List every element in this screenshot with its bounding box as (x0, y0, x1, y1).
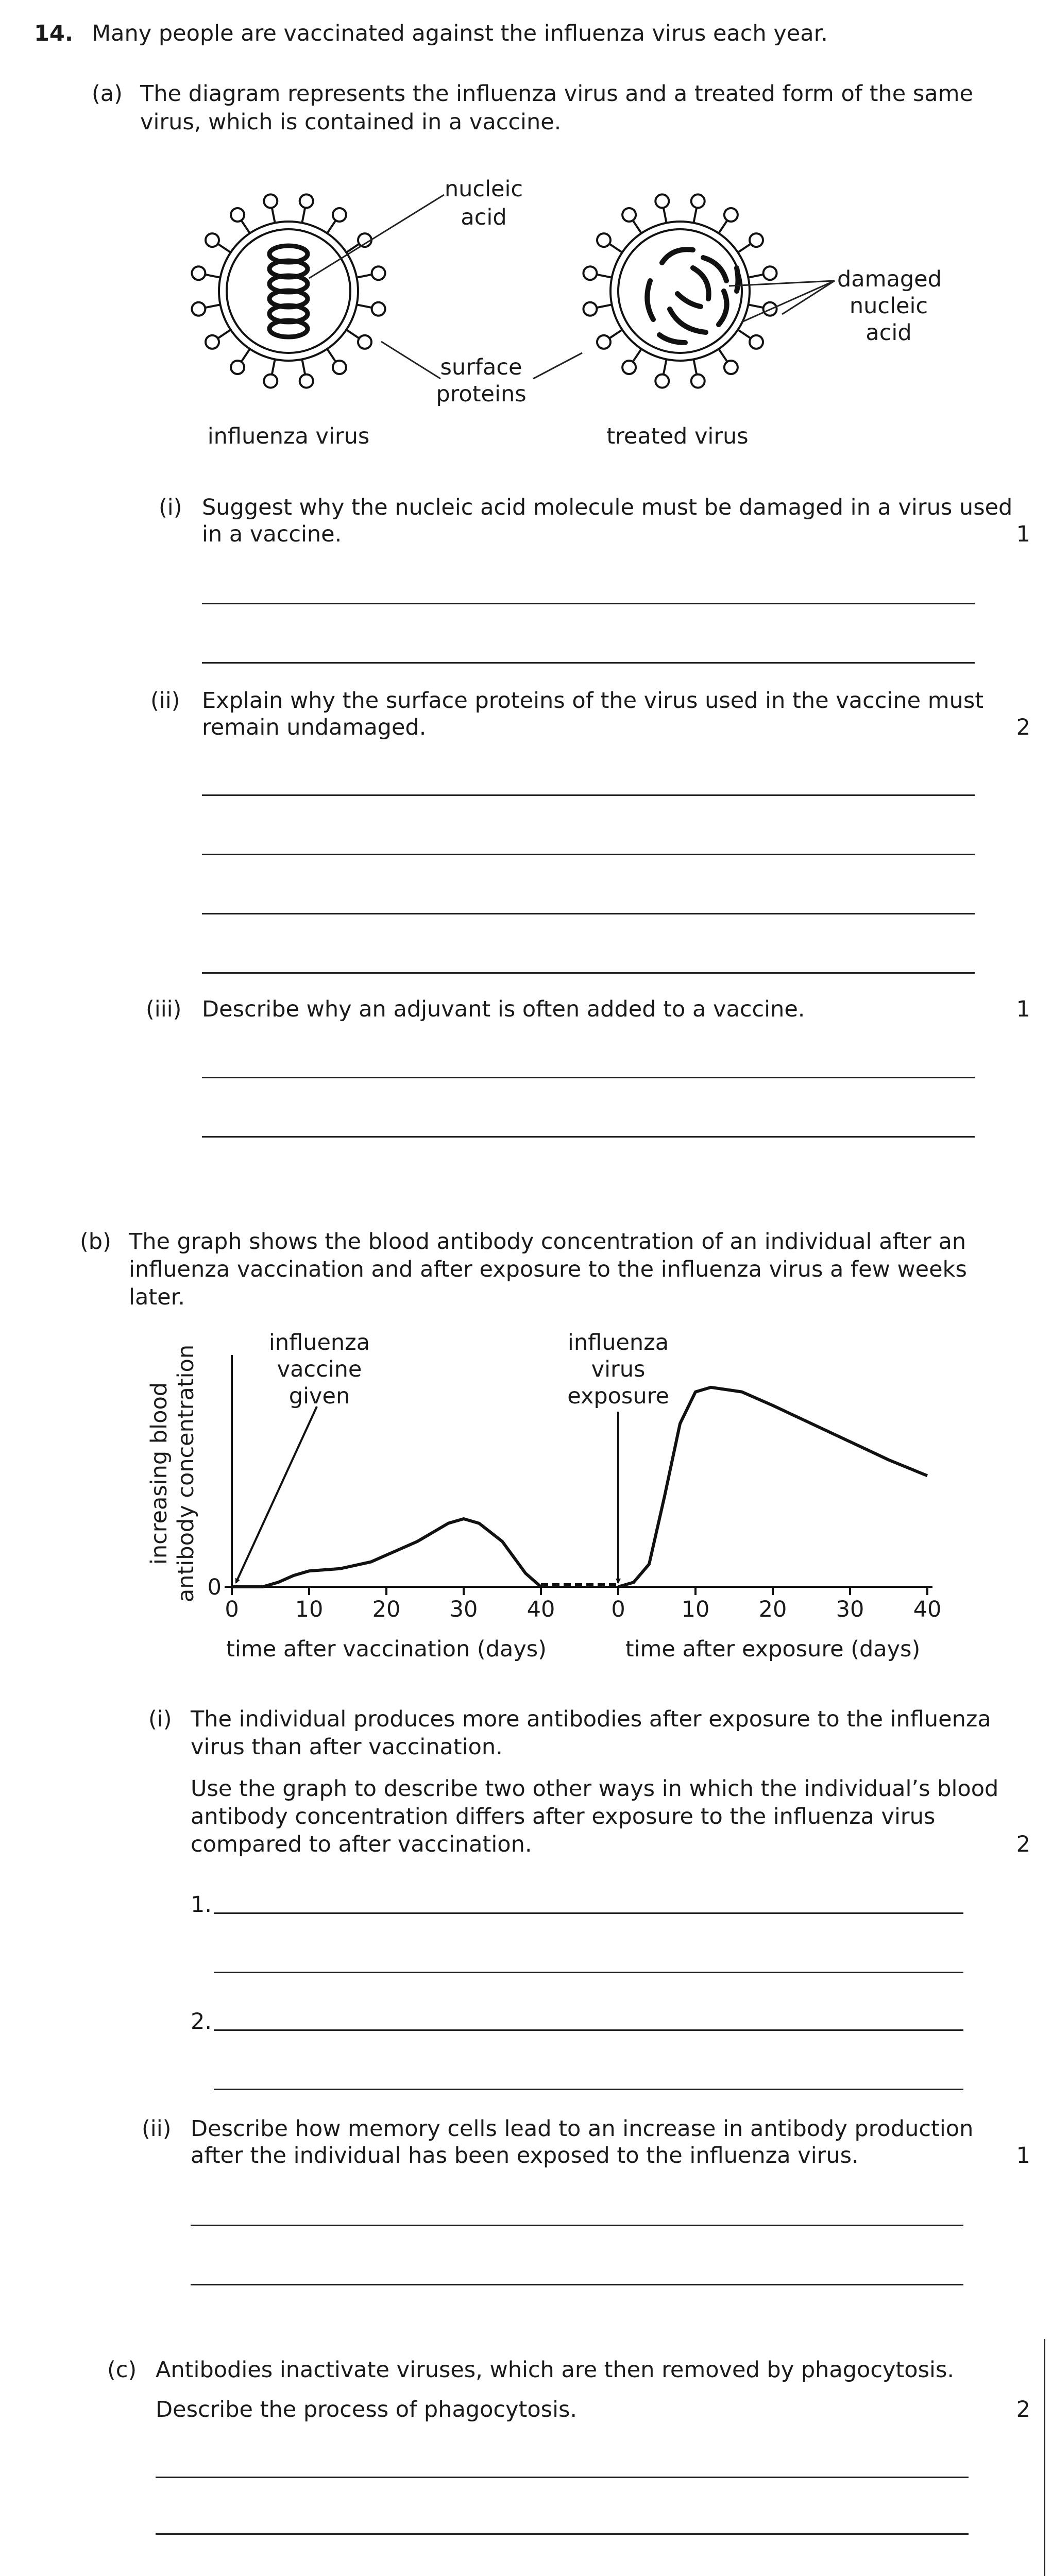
x-tick-label: 0 (611, 1597, 625, 1622)
surface-protein-knob (750, 335, 763, 349)
margin-rule (1044, 2339, 1045, 2576)
x-tick-label: 40 (913, 1597, 942, 1622)
annotation-exposure: virus (591, 1357, 646, 1382)
answer-line[interactable] (191, 2284, 963, 2285)
surface-protein-knob (622, 361, 636, 374)
surface-protein-stalk (738, 330, 751, 338)
answer-line[interactable] (156, 2477, 969, 2478)
surface-protein-knob (333, 361, 346, 374)
surface-protein-knob (372, 266, 385, 280)
part-b-label: (b) (80, 1229, 111, 1255)
surface-protein-knob (597, 335, 610, 349)
virus-envelope-outer (610, 222, 750, 361)
surface-protein-knob (300, 194, 313, 208)
surface-protein-stalk (357, 275, 371, 278)
b-i-label: (i) (148, 1706, 172, 1732)
surface-protein-stalk (748, 275, 763, 278)
label-damaged-1: damaged (837, 266, 942, 292)
a-ii-marks: 2 (1016, 715, 1030, 740)
a-i-marks: 1 (1016, 521, 1030, 547)
y-axis-label-line2: antibody concentration (173, 1344, 199, 1603)
part-a-intro-line2: virus, which is contained in a vaccine. (140, 109, 562, 135)
surface-protein-knob (358, 335, 371, 349)
label-surface-proteins-2: proteins (436, 381, 527, 407)
b-ii-label: (ii) (142, 2116, 172, 2142)
surface-protein-stalk (609, 330, 622, 338)
y-zero-label: 0 (207, 1574, 222, 1600)
surface-protein-knob (264, 375, 277, 388)
part-b-intro-line2: influenza vaccination and after exposure to the influenza virus a few weeks (129, 1257, 967, 1282)
b-i-answer-number-2: 2. (191, 2009, 212, 2035)
surface-protein-knob (206, 335, 219, 349)
answer-line[interactable] (202, 854, 975, 855)
part-c-marks: 2 (1016, 2397, 1030, 2422)
surface-protein-stalk (633, 349, 641, 362)
surface-protein-stalk (748, 304, 763, 308)
a-ii-label: (ii) (150, 688, 180, 714)
surface-protein-stalk (664, 208, 667, 223)
surface-protein-knob (622, 208, 636, 222)
part-c-label: (c) (107, 2357, 137, 2383)
b-ii-marks: 1 (1016, 2143, 1030, 2168)
label-treated-virus: treated virus (606, 423, 749, 449)
a-ii-text-2: remain undamaged. (202, 715, 427, 740)
a-iii-marks: 1 (1016, 996, 1030, 1022)
surface-protein-knob (763, 266, 777, 280)
surface-protein-stalk (633, 221, 641, 233)
answer-line[interactable] (156, 2533, 969, 2535)
answer-line[interactable] (202, 794, 975, 796)
surface-protein-knob (750, 233, 763, 247)
surface-protein-knob (597, 233, 610, 247)
surface-protein-knob (333, 208, 346, 222)
surface-protein-knob (655, 194, 669, 208)
label-influenza-virus: influenza virus (207, 423, 370, 449)
annotation-vaccination: given (289, 1383, 350, 1409)
surface-protein-stalk (719, 349, 727, 362)
annotation-vaccination: vaccine (277, 1357, 362, 1382)
b-ii-text-1: Describe how memory cells lead to an increase in antibody production (191, 2116, 974, 2142)
x-tick-label: 20 (758, 1597, 787, 1622)
answer-line[interactable] (202, 1077, 975, 1078)
label-damaged-2: nucleic (849, 293, 928, 319)
y-axis-label-line1: increasing blood (146, 1382, 172, 1565)
surface-protein-knob (724, 361, 738, 374)
x-tick-label: 0 (225, 1597, 239, 1622)
surface-protein-stalk (597, 275, 612, 278)
answer-line[interactable] (202, 1136, 975, 1138)
x-tick-label: 30 (836, 1597, 864, 1622)
label-damaged-3: acid (866, 320, 912, 346)
surface-protein-knob (583, 266, 597, 280)
answer-line[interactable] (202, 603, 975, 604)
a-iii-text: Describe why an adjuvant is often added to a vaccine. (202, 996, 805, 1022)
surface-protein-stalk (205, 304, 220, 308)
x-tick-label: 10 (295, 1597, 324, 1622)
part-b-intro-line1: The graph shows the blood antibody concentration of an individual after an (129, 1229, 966, 1255)
x-axis-label: time after vaccination (days) (226, 1636, 547, 1662)
annotation-exposure: exposure (567, 1383, 669, 1409)
part-c-text-1: Antibodies inactivate viruses, which are then removed by phagocytosis. (156, 2357, 955, 2383)
part-a-label: (a) (92, 81, 123, 107)
b-i-marks: 2 (1016, 1832, 1030, 1857)
surface-protein-knob (724, 208, 738, 222)
part-c-text-2: Describe the process of phagocytosis. (156, 2397, 578, 2422)
surface-protein-stalk (272, 359, 275, 374)
a-i-text-2: in a vaccine. (202, 521, 342, 547)
damaged-nucleic-acid-fragments (647, 249, 738, 343)
annotation-exposure: influenza (567, 1330, 669, 1355)
answer-line[interactable] (202, 913, 975, 914)
answer-line[interactable] (202, 662, 975, 664)
x-tick-label: 20 (372, 1597, 401, 1622)
nucleic-acid-coil (269, 246, 308, 337)
diagram-leader-lines (309, 195, 835, 379)
b-i-text2-line3: compared to after vaccination. (191, 1832, 532, 1857)
x-tick-label: 10 (681, 1597, 710, 1622)
b-i-answer-number-1: 1. (191, 1892, 212, 1918)
b-i-text2-line1: Use the graph to describe two other ways in which the individual’s blood (191, 1776, 999, 1802)
surface-protein-knob (691, 194, 705, 208)
surface-protein-stalk (719, 221, 727, 233)
surface-protein-knob (655, 375, 669, 388)
surface-protein-stalk (205, 275, 220, 278)
b-i-text1-line2: virus than after vaccination. (191, 1734, 503, 1760)
answer-line[interactable] (214, 1912, 963, 1914)
surface-protein-stalk (272, 208, 275, 223)
surface-protein-stalk (693, 208, 697, 223)
antibody-curve-exposure (618, 1387, 927, 1587)
surface-protein-stalk (327, 349, 336, 362)
surface-protein-knob (583, 302, 597, 316)
surface-protein-knob (691, 375, 705, 388)
b-i-text2-line2: antibody concentration differs after exposure to the influenza virus (191, 1804, 936, 1829)
question-number: 14. (34, 21, 74, 46)
answer-line[interactable] (214, 2089, 963, 2090)
antibody-chart (0, 1319, 1052, 1680)
surface-protein-stalk (693, 359, 697, 374)
x-axis-label: time after exposure (days) (625, 1636, 921, 1662)
question-stem: Many people are vaccinated against the influenza virus each year. (92, 21, 828, 46)
answer-line[interactable] (214, 1972, 963, 1973)
surface-protein-knob (300, 375, 313, 388)
b-ii-text-2: after the individual has been exposed to the influenza virus. (191, 2143, 859, 2168)
a-i-text-1: Suggest why the nucleic acid molecule must be damaged in a virus used (202, 495, 1013, 520)
surface-protein-stalk (327, 221, 336, 233)
label-nucleic-acid-1: nucleic (444, 176, 523, 202)
surface-protein-knob (231, 208, 244, 222)
y-axis-label (146, 1345, 199, 1602)
surface-protein-stalk (241, 349, 250, 362)
treated-virus-drawing (583, 194, 776, 387)
surface-protein-knob (192, 302, 205, 316)
a-ii-text-1: Explain why the surface proteins of the virus used in the vaccine must (202, 688, 984, 714)
surface-protein-stalk (218, 244, 231, 252)
annotation-vaccination: influenza (268, 1330, 370, 1355)
surface-protein-stalk (738, 244, 751, 252)
a-iii-label: (iii) (146, 996, 182, 1022)
surface-protein-stalk (609, 244, 622, 252)
b-i-text1-line1: The individual produces more antibodies after exposure to the influenza (191, 1706, 991, 1732)
x-tick-label: 30 (449, 1597, 478, 1622)
surface-protein-knob (206, 233, 219, 247)
answer-line[interactable] (191, 2225, 963, 2226)
surface-protein-knob (231, 361, 244, 374)
surface-protein-knob (372, 302, 385, 316)
label-surface-proteins-1: surface (440, 354, 522, 380)
antibody-curve-vaccination (232, 1519, 541, 1587)
a-i-label: (i) (159, 495, 182, 520)
surface-protein-stalk (357, 304, 371, 308)
surface-protein-stalk (241, 221, 250, 233)
part-a-intro-line1: The diagram represents the influenza virus and a treated form of the same (140, 81, 973, 107)
surface-protein-knob (192, 266, 205, 280)
surface-protein-stalk (302, 208, 305, 223)
x-tick-label: 40 (527, 1597, 555, 1622)
part-b-intro-line3: later. (129, 1284, 185, 1310)
answer-line[interactable] (202, 972, 975, 974)
answer-line[interactable] (214, 2029, 963, 2031)
surface-protein-stalk (664, 359, 667, 374)
surface-protein-stalk (218, 330, 231, 338)
surface-protein-stalk (346, 330, 359, 338)
annotation-arrow-vaccination (236, 1406, 317, 1583)
surface-protein-knob (264, 194, 277, 208)
surface-protein-stalk (597, 304, 612, 308)
surface-protein-stalk (302, 359, 305, 374)
label-nucleic-acid-2: acid (461, 205, 507, 230)
